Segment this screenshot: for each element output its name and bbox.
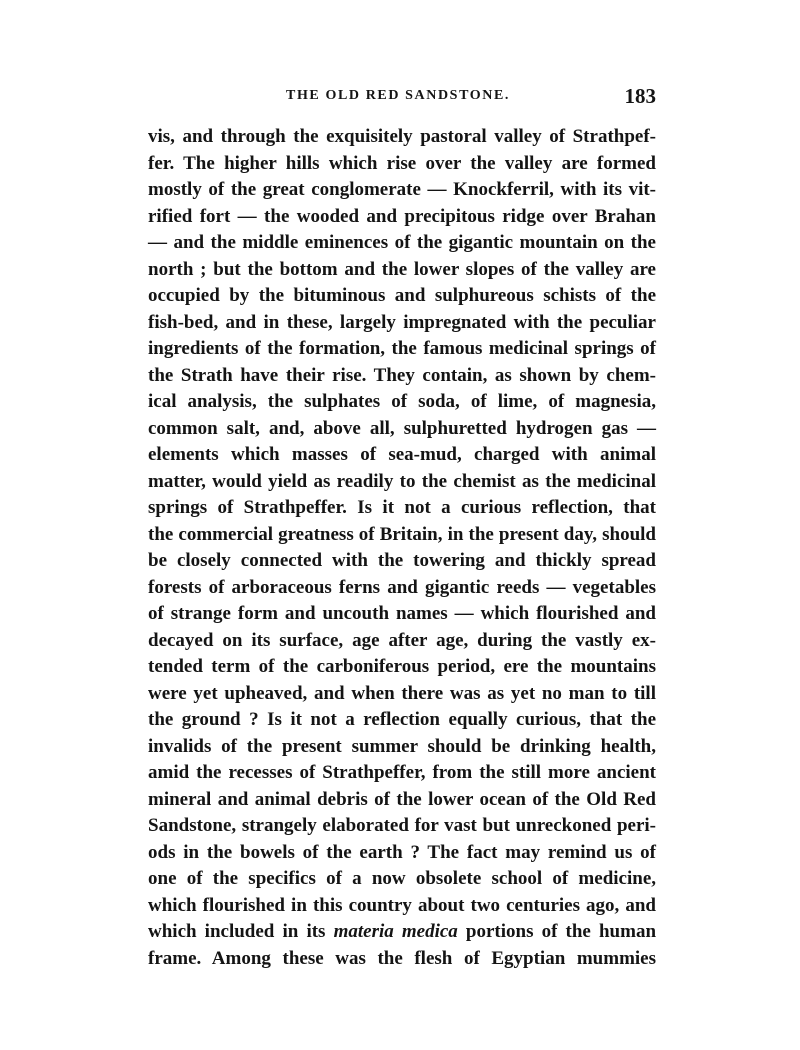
text-line: forests of arboraceous ferns and gigantic reeds — vegetables xyxy=(148,576,656,598)
text-line: ical analysis, the sulphates of soda, of lime, of magnesia, xyxy=(148,391,656,412)
text-line: ods in the bowels of the earth ? The fact may remind us of xyxy=(148,841,656,863)
text-line: one of the specifics of a now obsolete school of medicine, xyxy=(148,868,656,889)
text-segment: portions of the human xyxy=(457,921,657,942)
italic-term: materia medica xyxy=(333,921,458,942)
text-segment: which included in its xyxy=(148,921,334,942)
text-line: the Strath have their rise. They contain, as shown by chem- xyxy=(148,364,656,386)
running-title: THE OLD RED SANDSTONE. xyxy=(286,88,510,103)
text-line: invalids of the present summer should be drinking health, xyxy=(148,735,656,757)
text-line: matter, would yield as readily to the chemist as the medicinal xyxy=(148,470,656,492)
text-line: tended term of the carboniferous period, ere the mountains xyxy=(148,656,656,677)
text-line: north ; but the bottom and the lower slopes of the valley are xyxy=(148,258,656,280)
text-line: rified fort — the wooded and precipitous ridge over Brahan xyxy=(148,205,656,227)
text-line: springs of Strathpeffer. Is it not a curious reflection, that xyxy=(148,497,656,518)
page-number: 183 xyxy=(624,84,656,108)
text-line: vis, and through the exquisitely pastoral valley of Strathpef- xyxy=(148,126,656,147)
text-line: occupied by the bituminous and sulphureous schists of the xyxy=(148,285,656,306)
text-line: frame. Among these was the flesh of Egyptian mummies xyxy=(148,947,656,969)
running-head xyxy=(148,84,656,114)
text-line: fish-bed, and in these, largely impregnated with the peculiar xyxy=(148,311,656,333)
text-line: be closely connected with the towering and thickly spread xyxy=(148,550,656,571)
text-line: mostly of the great conglomerate — Knockferril, with its vit- xyxy=(148,179,656,200)
text-line: Sandstone, strangely elaborated for vast but unreckoned peri- xyxy=(148,815,656,836)
text-line: — and the middle eminences of the gigantic mountain on the xyxy=(148,232,656,253)
text-line: ingredients of the formation, the famous medicinal springs of xyxy=(148,338,656,359)
text-line: amid the recesses of Strathpeffer, from the still more ancient xyxy=(148,762,656,783)
text-line: which flourished in this country about two centuries ago, and xyxy=(148,894,656,916)
text-line: common salt, and, above all, sulphuretted hydrogen gas — xyxy=(148,417,656,439)
text-line-with-italic xyxy=(148,919,656,946)
body-text xyxy=(148,124,656,972)
text-line: were yet upheaved, and when there was as yet no man to till xyxy=(148,682,656,704)
text-line: fer. The higher hills which rise over the valley are formed xyxy=(148,152,656,174)
text-line: elements which masses of sea-mud, charged with animal xyxy=(148,444,656,465)
text-line: of strange form and uncouth names — which flourished and xyxy=(148,603,656,624)
text-line: decayed on its surface, age after age, during the vastly ex- xyxy=(148,629,656,651)
text-line: the commercial greatness of Britain, in the present day, should xyxy=(148,523,656,545)
text-line: the ground ? Is it not a reflection equally curious, that the xyxy=(148,709,656,730)
text-line: mineral and animal debris of the lower ocean of the Old Red xyxy=(148,788,656,810)
